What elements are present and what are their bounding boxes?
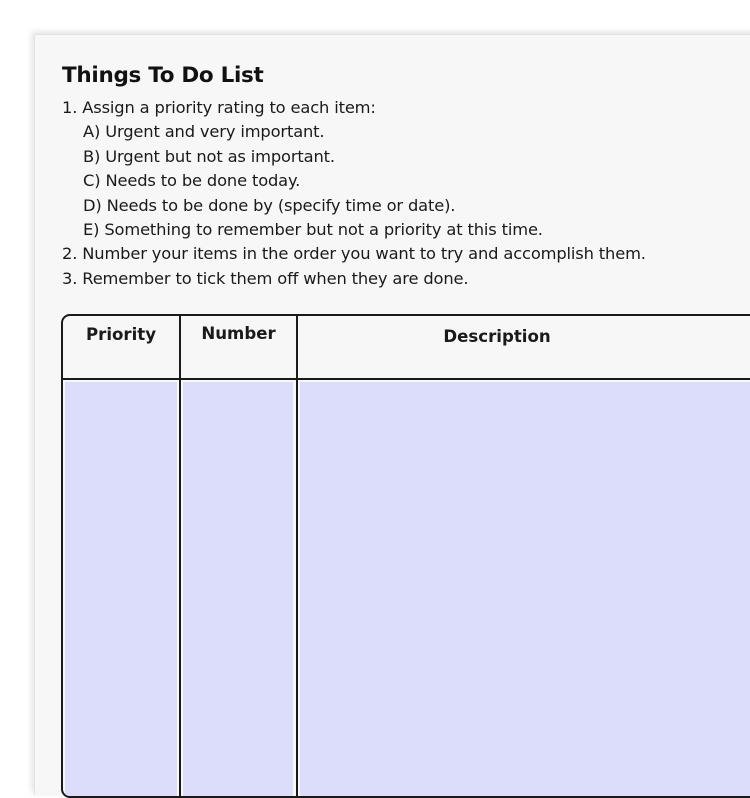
instructions-list	[62, 96, 646, 291]
column-divider	[296, 316, 298, 796]
instruction-step-2: 2. Number your items in the order you want to try and accomplish them.	[62, 244, 646, 264]
number-entry-area[interactable]	[183, 382, 293, 796]
column-header-priority: Priority	[85, 325, 157, 344]
instruction-step-1: 1. Assign a priority rating to each item:	[62, 98, 376, 117]
instruction-step-3: 3. Remember to tick them off when they are done.	[62, 268, 469, 288]
description-entry-area[interactable]	[300, 382, 750, 796]
header-divider	[63, 378, 750, 380]
priority-entry-area[interactable]	[65, 382, 177, 796]
column-header-description: Description	[443, 327, 551, 346]
page-title: Things To Do List	[62, 63, 264, 88]
priority-option-c: C) Needs to be done today.	[83, 171, 301, 191]
column-divider	[179, 316, 181, 796]
priority-option-a: A) Urgent and very important.	[83, 122, 325, 142]
column-header-number: Number	[201, 324, 276, 343]
priority-option-d: D) Needs to be done by (specify time or date).	[83, 195, 456, 215]
todo-table	[61, 314, 750, 798]
priority-option-b: B) Urgent but not as important.	[83, 146, 335, 166]
priority-option-e: E) Something to remember but not a priority at this time.	[83, 219, 543, 239]
